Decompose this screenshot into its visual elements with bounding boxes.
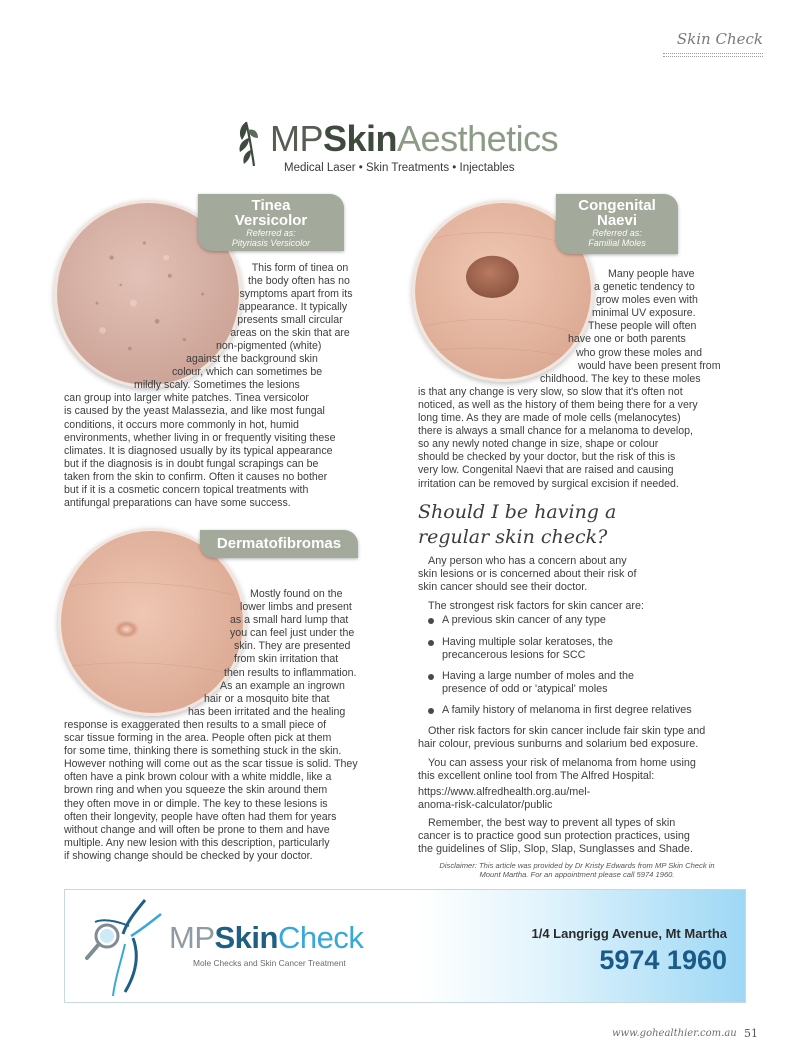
skin-check-heading-line: Should I be having a bbox=[418, 501, 617, 523]
naevi-body-wrap bbox=[418, 268, 738, 491]
tinea-line: areas on the skin that are bbox=[230, 327, 350, 340]
tinea-title-1: Tinea bbox=[251, 197, 291, 214]
tinea-line: but if the diagnosis is in doubt fungal scrapings can be bbox=[64, 457, 319, 470]
derma-line: scar tissue forming in the area. People often pick at them bbox=[64, 732, 332, 745]
tinea-subtitle-1: Referred as: bbox=[246, 228, 296, 238]
naevi-line: is that any change is very slow, so slow that it's often not bbox=[418, 385, 683, 398]
naevi-line: very low. Congenital Naevi that are raised and causing bbox=[418, 464, 674, 477]
derma-line: for some time, thinking there is something stuck in the skin. bbox=[64, 745, 342, 758]
leaf-sprig-icon bbox=[232, 116, 272, 168]
derma-line: you can feel just under the bbox=[230, 627, 355, 640]
disclaimer-line: Mount Martha. For an appointment please call 5974 1960. bbox=[479, 870, 675, 880]
assess-line: You can assess your risk of melanoma from home using bbox=[428, 757, 696, 769]
ad-mp: MP bbox=[169, 920, 215, 955]
derma-line: they often move in or dimple. The key to these lesions is bbox=[64, 797, 328, 810]
tinea-line: mildly scaly. Sometimes the lesions bbox=[134, 379, 300, 392]
dermatofibromas-banner bbox=[200, 530, 358, 558]
risk-bullet-4 bbox=[428, 704, 692, 717]
tinea-line: appearance. It typically bbox=[238, 301, 348, 314]
derma-line: However nothing will come out as the scar tissue is solid. They bbox=[64, 758, 358, 771]
logo-mp: MP bbox=[270, 118, 323, 159]
naevi-line: These people will often bbox=[588, 320, 697, 333]
naevi-title-1: Congenital bbox=[578, 197, 656, 214]
bullet-icon bbox=[428, 618, 434, 624]
url-line[interactable]: anoma-risk-calculator/public bbox=[418, 799, 553, 812]
derma-line: as a small hard lump that bbox=[230, 614, 349, 627]
naevi-line: there is always a small chance for a melanoma to develop, bbox=[418, 425, 693, 438]
naevi-banner bbox=[556, 194, 678, 254]
derma-line: if showing change should be checked by your doctor. bbox=[64, 849, 313, 862]
ad-check: Check bbox=[277, 920, 364, 955]
remember-line: the guidelines of Slip, Slop, Slap, Sunglasses and Shade. bbox=[418, 843, 693, 856]
other-risk-factors bbox=[418, 725, 738, 751]
derma-line: often have a pink brown colour with a white middle, like a bbox=[64, 771, 332, 784]
disclaimer bbox=[418, 861, 736, 880]
risk-factors-heading bbox=[418, 600, 738, 613]
tinea-line: climates. It is diagnosed usually by its typical appearance bbox=[64, 444, 333, 457]
intro-line: Any person who has a concern about any bbox=[428, 555, 627, 567]
risk-bullet-3 bbox=[428, 670, 634, 696]
ad-phone[interactable]: 5974 1960 bbox=[599, 945, 727, 975]
derma-line: response is exaggerated then results to a small piece of bbox=[64, 718, 327, 731]
tinea-line: non-pigmented (white) bbox=[216, 340, 322, 352]
mp-skin-check-wordmark bbox=[169, 920, 363, 956]
naevi-line: a genetic tendency to bbox=[594, 281, 695, 294]
tinea-line: antifungal preparations can have some success. bbox=[64, 497, 291, 510]
other-line: hair colour, previous sunburns and solarium bed exposure. bbox=[418, 738, 699, 751]
naevi-line: have one or both parents bbox=[568, 333, 686, 346]
assess-line: this excellent online tool from The Alfred Hospital: bbox=[418, 770, 655, 783]
bullet-text: Having a large number of moles and the bbox=[442, 670, 635, 682]
bullet-text: Having multiple solar keratoses, the bbox=[442, 636, 614, 648]
derma-line: often their longevity, people have often had them for years bbox=[64, 810, 337, 823]
derma-line: lower limbs and present bbox=[240, 601, 352, 614]
naevi-line: who grow these moles and bbox=[576, 346, 703, 359]
assess-risk bbox=[418, 757, 738, 783]
other-line: Other risk factors for skin cancer include fair skin type and bbox=[428, 725, 706, 737]
tinea-line: presents small circular bbox=[237, 314, 343, 327]
naevi-title-2: Naevi bbox=[596, 212, 638, 229]
remember-line: cancer is to practice good sun protection practices, using bbox=[418, 830, 690, 843]
logo-aesthetics: Aesthetics bbox=[397, 118, 559, 159]
bullet-icon bbox=[428, 640, 434, 646]
risk-bullet-2 bbox=[428, 636, 613, 662]
mp-skin-aesthetics-logo bbox=[232, 116, 572, 186]
derma-line: has been irritated and the healing bbox=[188, 705, 346, 718]
mp-skin-check-advert[interactable] bbox=[64, 889, 746, 1003]
url-line[interactable]: https://www.alfredhealth.org.au/mel- bbox=[418, 786, 591, 798]
tinea-subtitle-2: Pityriasis Versicolor bbox=[231, 238, 311, 248]
section-tag-rule bbox=[663, 53, 763, 57]
naevi-line: irritation can be removed by surgical excision if needed. bbox=[418, 477, 679, 490]
remember-text bbox=[418, 817, 738, 857]
tinea-line: the body often has no bbox=[248, 275, 350, 288]
naevi-line: Many people have bbox=[608, 268, 695, 280]
skin-check-intro bbox=[418, 555, 738, 595]
naevi-line: would have been present from bbox=[578, 359, 721, 372]
tinea-title-2: Versicolor bbox=[234, 212, 308, 229]
tinea-line: against the background skin bbox=[186, 353, 318, 366]
tinea-line: but if it is a cosmetic concern topical treatments with bbox=[64, 484, 309, 497]
naevi-subtitle-1: Referred as: bbox=[592, 228, 642, 238]
tinea-body-wrap bbox=[200, 262, 380, 341]
risk-bullet-1 bbox=[428, 614, 606, 627]
derma-line: from skin irritation that bbox=[234, 653, 339, 666]
naevi-line: noticed, as well as the history of them being there for a very bbox=[418, 398, 698, 411]
tinea-line: conditions, it occurs more commonly in hot, humid bbox=[64, 418, 299, 431]
naevi-line: minimal UV exposure. bbox=[592, 307, 696, 320]
derma-body bbox=[64, 588, 394, 863]
intro-line: skin cancer should see their doctor. bbox=[418, 581, 588, 594]
naevi-line: should be checked by your doctor, but the risk of this is bbox=[418, 451, 676, 464]
bullet-text: precancerous lesions for SCC bbox=[442, 649, 586, 662]
naevi-line: long time. As they are made of mole cells (melanocytes) bbox=[418, 412, 681, 425]
bullet-text: A family history of melanoma in first degree relatives bbox=[442, 704, 692, 716]
bullet-text: presence of odd or 'atypical' moles bbox=[442, 683, 608, 696]
melanoma-calculator-link[interactable] bbox=[418, 786, 738, 812]
bullet-text: A previous skin cancer of any type bbox=[442, 614, 606, 626]
naevi-line: grow moles even with bbox=[596, 294, 698, 307]
tinea-body-wide bbox=[64, 340, 384, 510]
derma-line: hair or a mosquito bite that bbox=[204, 692, 330, 705]
derma-line: brown ring and when you squeeze the skin around them bbox=[64, 784, 328, 797]
page-number: 51 bbox=[744, 1027, 758, 1040]
remember-line: Remember, the best way to prevent all types of skin bbox=[428, 817, 676, 829]
tinea-line: is caused by the yeast Malassezia, and like most fungal bbox=[64, 405, 325, 418]
ad-skin: Skin bbox=[214, 920, 278, 955]
tinea-banner bbox=[198, 194, 344, 251]
bullet-icon bbox=[428, 674, 434, 680]
tinea-line: can group into larger white patches. Tinea versicolor bbox=[64, 392, 309, 405]
intro-line: skin lesions or is concerned about their risk of bbox=[418, 568, 637, 581]
tinea-line: symptoms apart from its bbox=[239, 288, 353, 301]
tinea-line: This form of tinea on bbox=[251, 262, 349, 274]
ad-address: 1/4 Langrigg Avenue, Mt Martha bbox=[531, 926, 727, 941]
dermatofibromas-title: Dermatofibromas bbox=[216, 535, 342, 552]
logo-wordmark bbox=[270, 118, 558, 160]
derma-line: Mostly found on the bbox=[250, 588, 343, 600]
derma-line: skin. They are presented bbox=[234, 640, 351, 653]
tinea-line: colour, which can sometimes be bbox=[172, 366, 323, 379]
risk-factors-heading-text: The strongest risk factors for skin cancer are: bbox=[428, 600, 645, 612]
naevi-line: childhood. The key to these moles bbox=[540, 372, 701, 385]
footer-url[interactable]: www.gohealthier.com.au bbox=[612, 1028, 737, 1039]
skin-check-heading-line: regular skin check? bbox=[418, 526, 608, 548]
logo-tagline: Medical Laser • Skin Treatments • Injectables bbox=[284, 162, 515, 174]
naevi-subtitle-2: Familial Moles bbox=[588, 238, 646, 248]
naevi-line: so any newly noted change in size, shape or colour bbox=[418, 438, 659, 451]
tinea-line: environments, whether living in or frequently visiting these bbox=[64, 431, 336, 444]
disclaimer-line: Disclaimer: This article was provided by Dr Kristy Edwards from MP Skin Check in bbox=[439, 861, 715, 870]
ad-subtitle: Mole Checks and Skin Cancer Treatment bbox=[193, 958, 346, 968]
skin-check-heading bbox=[418, 500, 616, 550]
bullet-icon bbox=[428, 708, 434, 714]
section-tag: Skin Check bbox=[676, 30, 763, 48]
derma-line: As an example an ingrown bbox=[220, 679, 345, 692]
logo-skin: Skin bbox=[323, 118, 398, 159]
tinea-line: taken from the skin to confirm. Often it causes no bother bbox=[64, 470, 328, 483]
derma-line: without change and will often be prone to them and have bbox=[64, 823, 330, 836]
derma-line: then results to inflammation. bbox=[224, 666, 357, 679]
derma-line: multiple. Any new lesion with this description, particularly bbox=[64, 836, 330, 849]
